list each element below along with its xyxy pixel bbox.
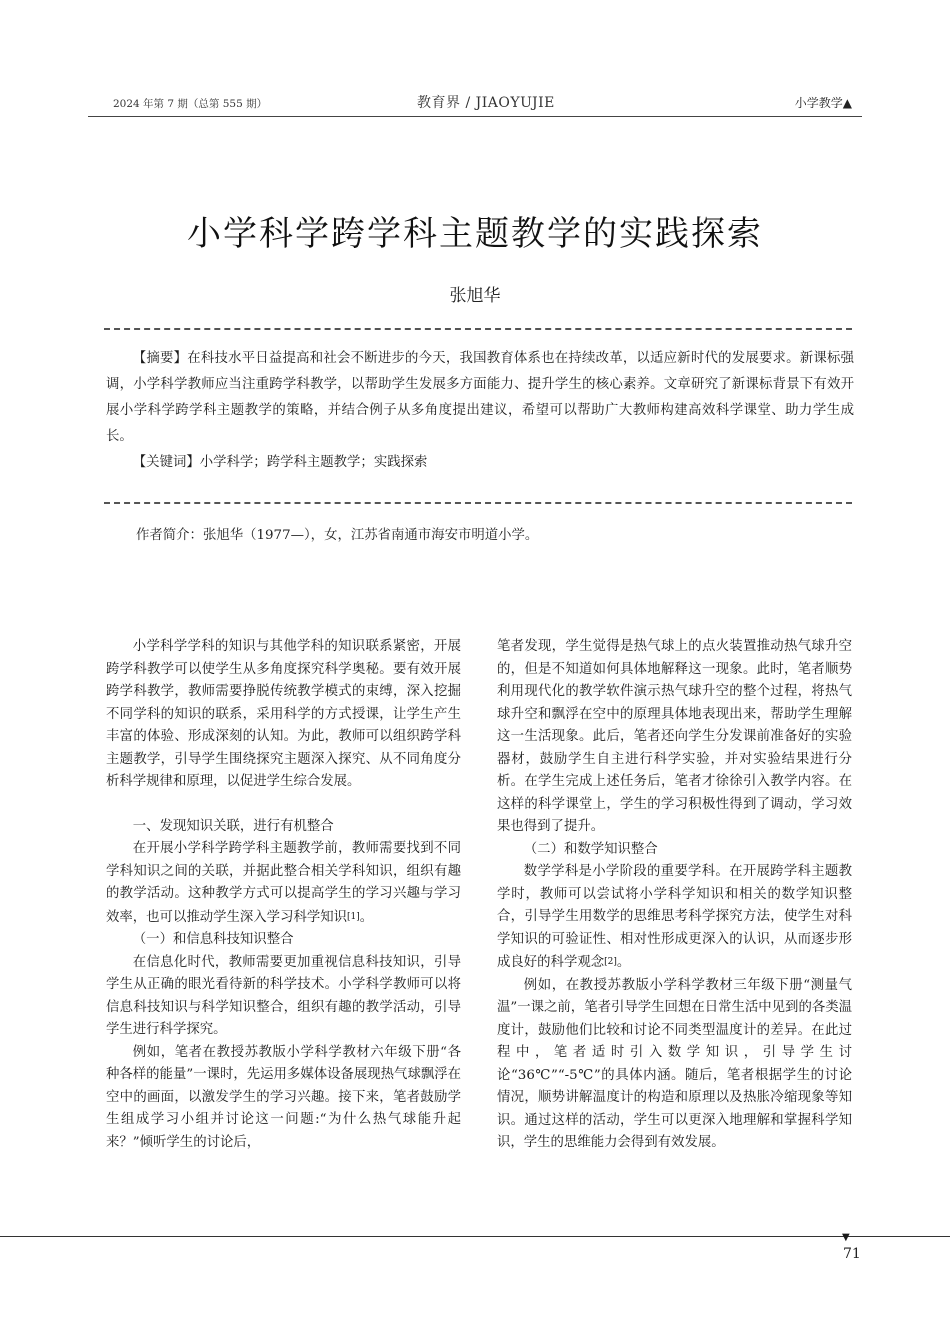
citation-2: [2] xyxy=(604,957,617,967)
keywords-paragraph xyxy=(106,450,854,476)
abstract-label: 【摘要】 xyxy=(132,351,188,366)
issue-info: 2024 年第 7 期（总第 555 期） xyxy=(113,98,268,110)
keywords-label: 【关键词】 xyxy=(132,455,200,470)
abstract-block xyxy=(106,346,854,476)
body-column-right xyxy=(497,636,852,1155)
abstract-text: 在科技水平日益提高和社会不断进步的今天，我国教育体系也在持续改革，以适应新时代的发展要求。新课标强调，小学科学教师应当注重跨学科教学，以帮助学生发展多方面能力、提升学生的核心素养。文章研究了新课标背景下有效开展小学科学跨学科主题教学的策略，并结合例子从多角度提出建议，希望可以帮助广大教师构建高效科学课堂、助力学生成长。 xyxy=(106,351,855,444)
body-column-left xyxy=(106,636,461,1154)
section-heading-1: 一、发现知识关联，进行有机整合 xyxy=(132,818,334,834)
subsection-2-paragraph-2: 例如，在教授苏教版小学科学教材三年级下册“测量气温”一课之前，笔者引导学生回想在日常生活中见到的各类温度计，鼓励他们比较和讨论不同类型温度计的差异。在此过程中，笔者适时引入数学知识，引导学生讨论“36℃”“-5℃”的具体内涵。随后，笔者根据学生的讨论情况，顺势讲解温度计的构造和原理以及热胀冷缩现象等知识。通过这样的活动，学生可以更深入地理解和掌握科学知识，学生的思维能力会得到有效发展。 xyxy=(497,977,852,1150)
section-label: 小学教学▲ xyxy=(794,96,852,110)
continued-paragraph: 笔者发现，学生觉得是热气球上的点火装置推动热气球升空的，但是不知道如何具体地解释这一现象。此时，笔者顺势利用现代化的教学软件演示热气球升空的整个过程，将热气球升空和飘浮在空中的原理具体地表现出来，帮助学生理解这一生活现象。此后，笔者还向学生分发课前准备好的实验器材，鼓励学生自主进行科学实验，并对实验结果进行分析。在学生完成上述任务后，笔者才徐徐引入教学内容。在这样的科学课堂上，学生的学习积极性得到了调动，学习效果也得到了提升。 xyxy=(497,639,852,834)
footer-rule xyxy=(0,1236,950,1237)
section-1-text: 在开展小学科学跨学科主题教学前，教师需要找到不同学科知识之间的关联，并据此整合相关学科知识，组织有趣的教学活动。这种教学方式可以提高学生的学习兴趣与学习效率，也可以推动学生深入学习科学知识 xyxy=(106,841,461,925)
abstract-paragraph xyxy=(106,346,854,450)
article-title: 小学科学跨学科主题教学的实践探索 xyxy=(187,214,763,254)
section-1-paragraph: 在开展小学科学跨学科主题教学前，教师需要找到不同学科知识之间的关联，并据此整合相关学科知识，组织有趣的教学活动。这种教学方式可以提高学生的学习兴趣与学习效率，也可以推动学生深入学习科学知识[1]。 xyxy=(106,841,461,925)
subsection-2-text: 数学学科是小学阶段的重要学科。在开展跨学科主题教学时，教师可以尝试将小学科学知识和相关的数学知识整合，引导学生用数学的思维思考科学探究方法，使学生对科学知识的可验证性、相对性形成更深入的认识，从而逐步形成良好的科学观念 xyxy=(497,864,852,970)
subsection-heading-1: （一）和信息科技知识整合 xyxy=(132,932,294,947)
subsection-1-paragraph-2: 例如，笔者在教授苏教版小学科学教材六年级下册“各种各样的能量”一课时，先运用多媒体设备展现热气球飘浮在空中的画面，以激发学生的学习兴趣。接下来，笔者鼓励学生组成学习小组并讨论这一问题:“为什么热气球能升起来？”倾听学生的讨论后， xyxy=(106,1044,461,1150)
abstract-bottom-divider xyxy=(104,502,852,504)
intro-paragraph: 小学科学学科的知识与其他学科的知识联系紧密，开展跨学科教学可以使学生从多角度探究科学奥秘。要有效开展跨学科教学，教师需要挣脱传统教学模式的束缚，深入挖掘不同学科的知识的联系，采用科学的方式授课，让学生产生丰富的体验、形成深刻的认知。为此，教师可以组织跨学科主题教学，引导学生围绕探究主题深入探究、从不同角度分析科学规律和原理，以促进学生综合发展。 xyxy=(106,639,461,789)
keywords-text: 小学科学；跨学科主题教学；实践探索 xyxy=(199,455,428,470)
subsection-heading-2: （二）和数学知识整合 xyxy=(523,841,658,857)
page-number: 71 xyxy=(843,1246,861,1262)
subsection-1-paragraph-1: 在信息化时代，教师需要更加重视信息科技知识，引导学生从正确的眼光看待新的科学技术。小学科学教师可以将信息科技知识与科学知识整合，组织有趣的教学活动，引导学生进行科学探究。 xyxy=(106,954,461,1037)
running-header xyxy=(0,90,950,120)
author-bio: 作者简介：张旭华（1977—），女，江苏省南通市海安市明道小学。 xyxy=(136,528,539,543)
footer-triangle-icon: ▼ xyxy=(842,1232,850,1243)
paragraph-gap xyxy=(106,794,461,816)
abstract-top-divider xyxy=(104,328,852,330)
journal-name: 教育界 / JIAOYUJIE xyxy=(417,95,555,111)
citation-1: [1] xyxy=(347,911,360,922)
article-author: 张旭华 xyxy=(449,286,501,306)
header-rule xyxy=(88,116,862,117)
subsection-2-paragraph-1: 数学学科是小学阶段的重要学科。在开展跨学科主题教学时，教师可以尝试将小学科学知识和相关的数学知识整合，引导学生用数学的思维思考科学探究方法，使学生对科学知识的可验证性、相对性形成更深入的认识，从而逐步形成良好的科学观念[2]。 xyxy=(497,864,852,970)
